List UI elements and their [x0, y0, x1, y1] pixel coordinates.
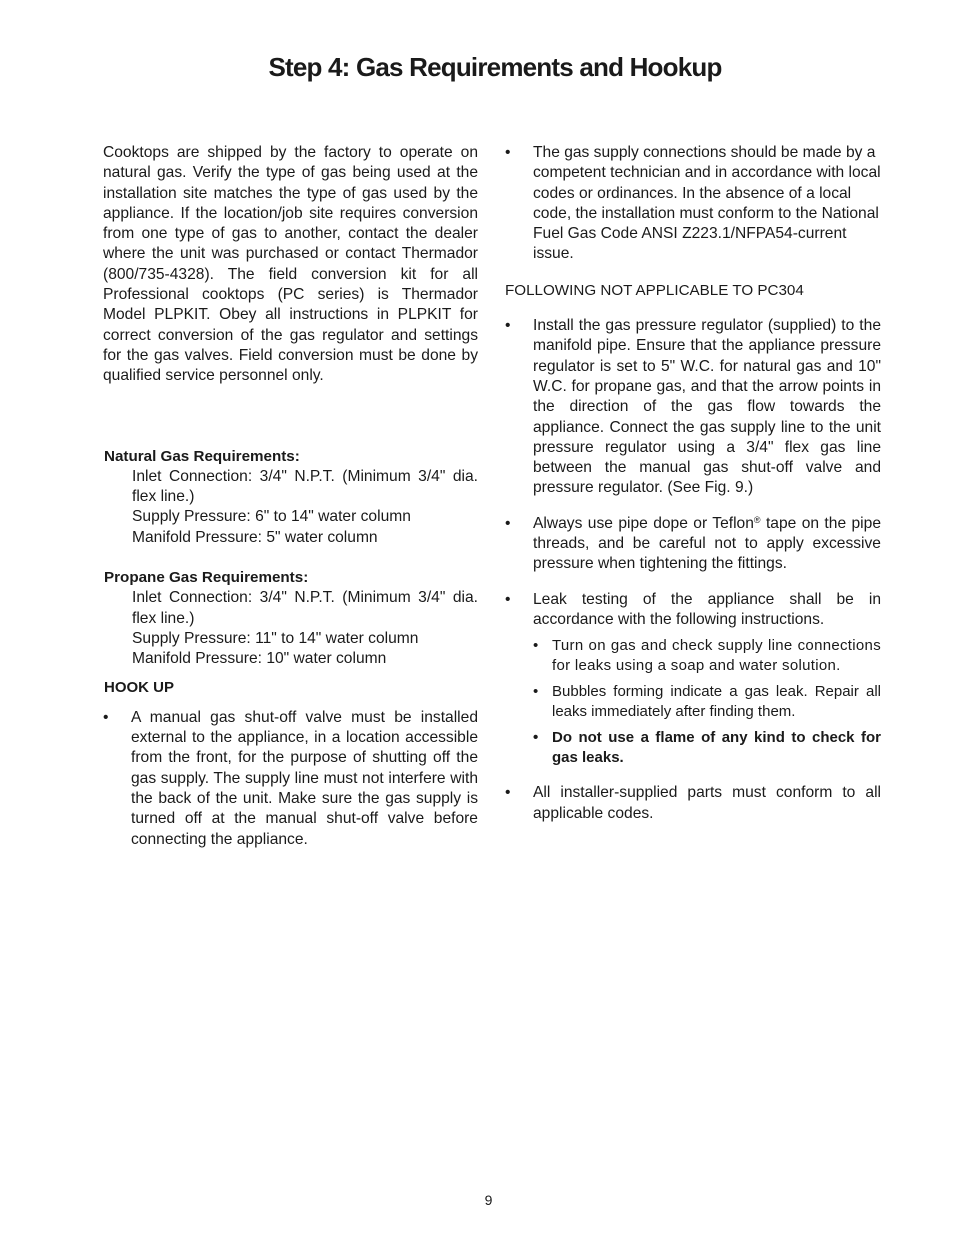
list-item — [505, 316, 881, 499]
spacer — [103, 698, 478, 708]
spacer — [505, 768, 881, 783]
list-item — [505, 143, 881, 265]
hookup-heading: HOOK UP — [104, 678, 175, 696]
list-item — [505, 514, 881, 575]
natural-supply: Supply Pressure: 6" to 14" water column — [132, 508, 411, 526]
spacer — [505, 499, 881, 514]
intro-paragraph: Cooktops are shipped by the factory to operate on natural gas. Verify the type of gas being used at the installation site matches the type of gas used by the appliance. If the location/job site requires conversion from one type of gas to another, contact the dealer where the unit was purchased or contact Thermador (800/735-4328). The field conversion kit for all Professional cooktops (PC series) is Thermador Model PLPKIT. Obey all instructions in PLPKIT for correct conversion of the gas regulator and settings for the gas valves. Field conversion must be done by qualified service personnel only. — [103, 144, 478, 385]
leak-testing-text: Leak testing of the appliance shall be in accordance with the following instructions. — [533, 590, 881, 628]
spacer — [103, 670, 478, 678]
spacer — [505, 265, 881, 281]
not-applicable-note: FOLLOWING NOT APPLICABLE TO PC304 — [505, 281, 804, 299]
propane-inlet: Inlet Connection: 3/4" N.P.T. (Minimum 3/4" dia. flex line.) — [132, 589, 478, 627]
pipe-dope-text-a: Always use pipe dope or Teflon — [533, 514, 754, 532]
propane-supply: Supply Pressure: 11" to 14" water column — [132, 629, 419, 647]
bullet-dot: • — [505, 784, 511, 802]
propane-gas-requirements — [103, 568, 478, 669]
natural-inlet: Inlet Connection: 3/4" N.P.T. (Minimum 3/4" dia. flex line.) — [132, 467, 478, 506]
regulator-text: Install the gas pressure regulator (supplied) to the manifold pipe. Ensure that the appliance pressure regulator is set to 5" W.C. for natural gas and 10" W.C. for propane gas, and that the arrow points in the direction of the gas flow towards the appliance. Connect the gas supply line to the unit pressure regulator using a 3/4" flex gas line between the manual gas shut-off valve and pressure regulator. (See Fig. 9.) — [533, 317, 881, 497]
bullet-dot: • — [505, 590, 511, 608]
leak-step — [533, 636, 881, 676]
natural-gas-requirements — [103, 447, 478, 548]
page-title: Step 4: Gas Requirements and Hookup — [268, 52, 722, 82]
registered-mark: ® — [753, 514, 761, 525]
leak-step-warning — [533, 728, 881, 768]
bullet-dot: • — [533, 683, 539, 701]
propane-gas-title: Propane Gas Requirements: — [104, 569, 309, 587]
supply-connections-text: The gas supply connections should be made by a competent technician and in accordance with local codes or ordinances. In the absence of a local code, the installation must conform to the National Fuel Gas Code ANSI Z223.1/NFPA54-current issue. — [533, 144, 881, 263]
bullet-dot: • — [505, 514, 511, 532]
spacer — [103, 387, 478, 447]
leak-step-text: Do not use a flame of any kind to check for gas leaks. — [552, 729, 881, 767]
leak-step-text: Turn on gas and check supply line connections for leaks using a soap and water solution. — [552, 637, 881, 675]
page-number: 9 — [484, 1192, 493, 1208]
bullet-dot: • — [533, 729, 539, 747]
natural-manifold: Manifold Pressure: 5" water column — [132, 528, 378, 546]
propane-manifold: Manifold Pressure: 10" water column — [132, 650, 387, 668]
spacer — [505, 575, 881, 590]
bullet-dot: • — [103, 708, 109, 726]
leak-step-text: Bubbles forming indicate a gas leak. Repair all leaks immediately after finding them. — [552, 683, 881, 721]
pipe-dope-text — [533, 514, 881, 575]
installer-parts-text: All installer-supplied parts must conform to all applicable codes. — [533, 784, 881, 822]
list-item — [505, 590, 881, 631]
bullet-dot: • — [533, 637, 539, 655]
leak-step — [533, 682, 881, 722]
bullet-dot: • — [505, 144, 511, 161]
pipe-dope-text-b: tape on the pipe threads, and be careful not to apply excessive pressure when tightening the fittings. — [533, 514, 881, 573]
bullet-dot: • — [505, 317, 511, 335]
list-item — [103, 708, 478, 850]
left-column — [103, 143, 478, 850]
spacer — [505, 301, 881, 316]
list-item — [505, 783, 881, 824]
shutoff-valve-text: A manual gas shut-off valve must be installed external to the appliance, in a location accessible from the front, for the purpose of shutting off the gas supply. The supply line must not interfere with the back of the unit. Make sure the gas supply is turned off at the manual shut-off valve before connecting the appliance. — [131, 708, 478, 848]
spacer — [103, 548, 478, 568]
right-column — [505, 143, 881, 824]
natural-gas-title: Natural Gas Requirements: — [104, 447, 300, 465]
